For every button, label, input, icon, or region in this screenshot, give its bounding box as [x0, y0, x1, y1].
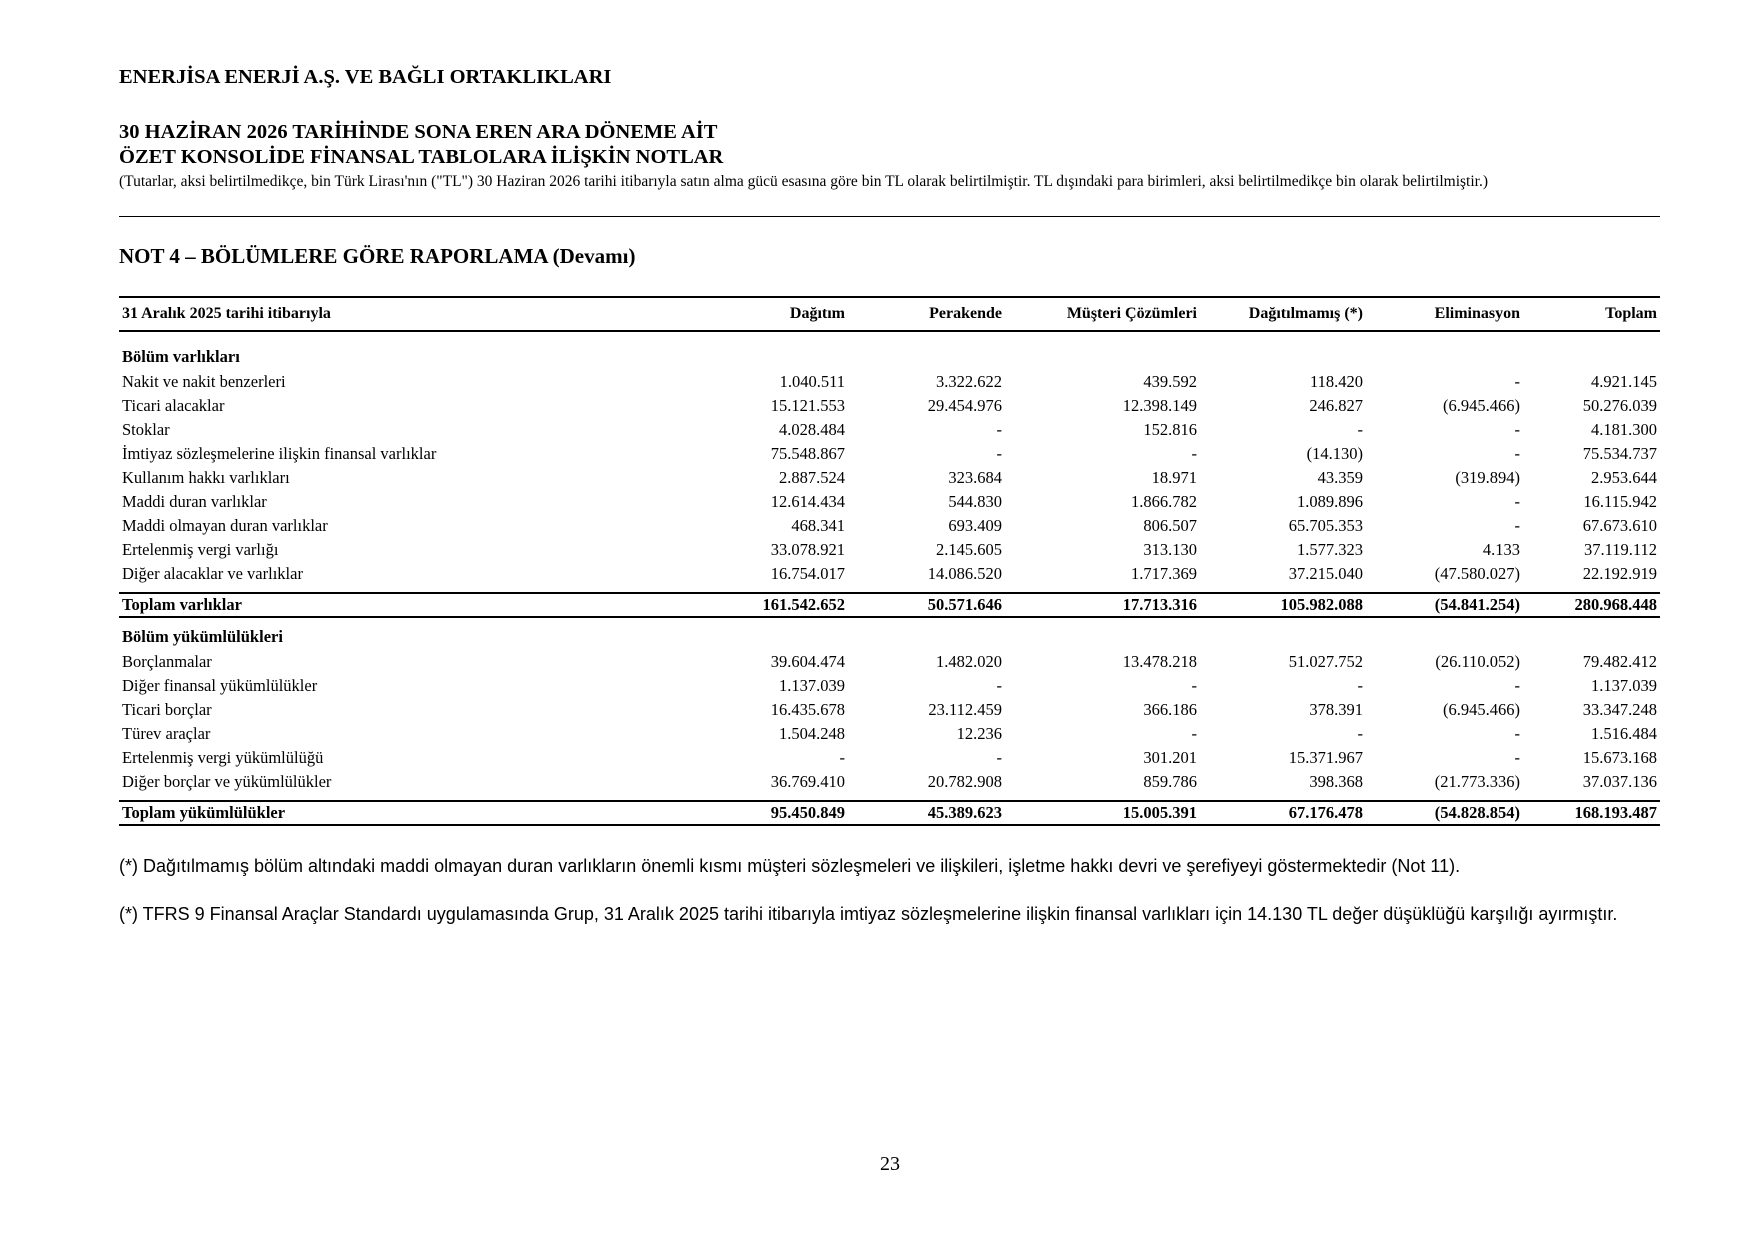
cell-value: 468.341	[791, 516, 845, 535]
cell-value: 37.215.040	[1288, 564, 1363, 583]
cell-value: (6.945.466)	[1443, 396, 1520, 415]
cell-value: 4.181.300	[1591, 420, 1657, 439]
row-label: Toplam varlıklar	[119, 593, 719, 617]
cell-value: -	[996, 420, 1002, 439]
cell-value: (54.841.254)	[1366, 593, 1523, 617]
spacer-row	[119, 586, 1660, 593]
cell-value: 4.921.145	[1591, 372, 1657, 391]
cell-value: 95.450.849	[719, 801, 848, 825]
assets-total-row	[119, 593, 1660, 617]
row-label: Toplam yükümlülükler	[119, 801, 719, 825]
row-label: Nakit ve nakit benzerleri	[122, 372, 286, 391]
cell-value: 1.577.323	[1297, 540, 1363, 559]
cell-value: 22.192.919	[1582, 564, 1657, 583]
section-label: Bölüm varlıkları	[122, 347, 240, 366]
cell-value: 51.027.752	[1288, 652, 1363, 671]
cell-value: 544.830	[948, 492, 1002, 511]
cell-value: (21.773.336)	[1434, 772, 1520, 791]
cell-value: 36.769.410	[770, 772, 845, 791]
cell-value: 23.112.459	[928, 700, 1002, 719]
table-row	[119, 674, 1660, 698]
cell-value: 323.684	[948, 468, 1002, 487]
table-row	[119, 746, 1660, 770]
cell-value: -	[996, 444, 1002, 463]
row-label: Ticari alacaklar	[122, 396, 225, 415]
cell-value: 13.478.218	[1122, 652, 1197, 671]
row-label: Ertelenmiş vergi yükümlülüğü	[122, 748, 324, 767]
table-row	[119, 394, 1660, 418]
spacer-row	[119, 331, 1660, 338]
cell-value: 693.409	[948, 516, 1002, 535]
col-header-retail: Perakende	[929, 305, 1002, 322]
cell-value: 1.089.896	[1297, 492, 1363, 511]
row-label: Maddi duran varlıklar	[122, 492, 267, 511]
cell-value: 65.705.353	[1288, 516, 1363, 535]
cell-value: 1.137.039	[779, 676, 845, 695]
cell-value: (6.945.466)	[1443, 700, 1520, 719]
cell-value: 15.371.967	[1288, 748, 1363, 767]
cell-value: 39.604.474	[770, 652, 845, 671]
cell-value: (47.580.027)	[1434, 564, 1520, 583]
row-label: Ertelenmiş vergi varlığı	[122, 540, 279, 559]
cell-value: 3.322.622	[936, 372, 1002, 391]
cell-value: -	[839, 748, 845, 767]
cell-value: -	[1514, 492, 1520, 511]
cell-value: 50.571.646	[848, 593, 1005, 617]
cell-value: 1.717.369	[1131, 564, 1197, 583]
table-row	[119, 722, 1660, 746]
units-note: (Tutarlar, aksi belirtilmedikçe, bin Türk Lirası'nın ("TL") 30 Haziran 2026 tarihi itibarıyla satın alma gücü esasına göre bin TL olarak belirtilmiştir. TL dışındaki para birimleri, aksi belirtilmedikçe bin olarak belirtilmiştir.)	[119, 173, 1489, 190]
cell-value: 2.145.605	[936, 540, 1002, 559]
cell-value: 14.086.520	[927, 564, 1002, 583]
cell-value: 16.435.678	[770, 700, 845, 719]
table-row	[119, 466, 1660, 490]
period-line-2: ÖZET KONSOLİDE FİNANSAL TABLOLARA İLİŞKİN NOTLAR	[119, 146, 724, 168]
table-row	[119, 770, 1660, 794]
cell-value: 859.786	[1143, 772, 1197, 791]
cell-value: -	[1514, 748, 1520, 767]
table-row	[119, 650, 1660, 674]
page-number: 23	[880, 1153, 900, 1175]
cell-value: -	[1514, 724, 1520, 743]
cell-value: 29.454.976	[927, 396, 1002, 415]
col-header-elimination: Eliminasyon	[1434, 305, 1520, 322]
spacer-row	[119, 794, 1660, 801]
cell-value: 246.827	[1309, 396, 1363, 415]
cell-value: 1.866.782	[1131, 492, 1197, 511]
footnote-1: (*) Dağıtılmamış bölüm altındaki maddi olmayan duran varlıkların önemli kısmı müşteri sözleşmeleri ve ilişkileri, işletme hakkı devri ve şerefiyeyi göstermektedir (Not 11).	[119, 856, 1461, 876]
cell-value: 4.133	[1482, 540, 1520, 559]
cell-value: 1.482.020	[936, 652, 1002, 671]
col-header-unallocated: Dağıtılmamış (*)	[1248, 305, 1363, 322]
cell-value: -	[1514, 676, 1520, 695]
footnote-2: (*) TFRS 9 Finansal Araçlar Standardı uygulamasında Grup, 31 Aralık 2025 tarihi itibarıyla imtiyaz sözleşmelerine ilişkin finansal varlıkları için 14.130 TL değer düşüklüğü karşılığı ayırmıştır.	[119, 904, 1618, 924]
cell-value: 1.504.248	[779, 724, 845, 743]
cell-value: 366.186	[1143, 700, 1197, 719]
row-label: Diğer finansal yükümlülükler	[122, 676, 318, 695]
cell-value: -	[1191, 676, 1197, 695]
header-divider	[119, 216, 1660, 217]
table-row	[119, 442, 1660, 466]
cell-value: -	[1357, 676, 1363, 695]
liabilities-total-row	[119, 801, 1660, 825]
cell-value: 378.391	[1309, 700, 1363, 719]
cell-value: 33.347.248	[1582, 700, 1657, 719]
table-row	[119, 418, 1660, 442]
table-row	[119, 490, 1660, 514]
cell-value: (14.130)	[1306, 444, 1363, 463]
cell-value: 75.548.867	[770, 444, 845, 463]
col-header-total: Toplam	[1605, 305, 1657, 322]
cell-value: 12.398.149	[1122, 396, 1197, 415]
col-header-distribution: Dağıtım	[789, 305, 845, 322]
cell-value: 15.005.391	[1005, 801, 1200, 825]
cell-value: -	[1357, 420, 1363, 439]
row-label: Borçlanmalar	[122, 652, 212, 671]
section-label: Bölüm yükümlülükleri	[122, 627, 283, 646]
liabilities-section-header	[119, 617, 1660, 650]
cell-value: 118.420	[1309, 372, 1363, 391]
cell-value: 301.201	[1143, 748, 1197, 767]
cell-value: -	[1191, 444, 1197, 463]
cell-value: 152.816	[1143, 420, 1197, 439]
cell-value: 43.359	[1317, 468, 1363, 487]
cell-value: 18.971	[1151, 468, 1197, 487]
cell-value: 37.037.136	[1582, 772, 1657, 791]
cell-value: 15.673.168	[1582, 748, 1657, 767]
col-header-customer-solutions: Müşteri Çözümleri	[1066, 305, 1197, 322]
cell-value: 806.507	[1143, 516, 1197, 535]
section-title: NOT 4 – BÖLÜMLERE GÖRE RAPORLAMA (Devamı)	[119, 244, 636, 268]
cell-value: 2.887.524	[779, 468, 845, 487]
cell-value: 16.115.942	[1583, 492, 1657, 511]
cell-value: 79.482.412	[1582, 652, 1657, 671]
table-row	[119, 562, 1660, 586]
table-row	[119, 370, 1660, 394]
report-period-title	[119, 120, 723, 170]
table-row	[119, 538, 1660, 562]
table-row	[119, 698, 1660, 722]
company-title: ENERJİSA ENERJİ A.Ş. VE BAĞLI ORTAKLIKLARI	[119, 66, 612, 88]
row-label: Kullanım hakkı varlıkları	[122, 468, 290, 487]
row-label: Ticari borçlar	[122, 700, 212, 719]
cell-value: 45.389.623	[848, 801, 1005, 825]
row-label: Diğer alacaklar ve varlıklar	[122, 564, 303, 583]
cell-value: -	[1357, 724, 1363, 743]
cell-value: 33.078.921	[770, 540, 845, 559]
cell-value: 398.368	[1309, 772, 1363, 791]
segment-reporting-table	[119, 296, 1660, 826]
cell-value: 313.130	[1143, 540, 1197, 559]
cell-value: (54.828.854)	[1366, 801, 1523, 825]
assets-section-header	[119, 338, 1660, 370]
row-label: İmtiyaz sözleşmelerine ilişkin finansal varlıklar	[122, 444, 437, 463]
period-line-1: 30 HAZİRAN 2026 TARİHİNDE SONA EREN ARA DÖNEME AİT	[119, 121, 718, 143]
cell-value: 2.953.644	[1591, 468, 1657, 487]
cell-value: 4.028.484	[779, 420, 845, 439]
row-label: Diğer borçlar ve yükümlülükler	[122, 772, 332, 791]
cell-value: -	[1514, 516, 1520, 535]
cell-value: 168.193.487	[1523, 801, 1660, 825]
cell-value: 17.713.316	[1005, 593, 1200, 617]
cell-value: 20.782.908	[927, 772, 1002, 791]
cell-value: -	[1514, 372, 1520, 391]
cell-value: 1.516.484	[1591, 724, 1657, 743]
cell-value: -	[996, 676, 1002, 695]
table-header-row	[119, 297, 1660, 331]
cell-value: 1.137.039	[1591, 676, 1657, 695]
row-label: Maddi olmayan duran varlıklar	[122, 516, 328, 535]
cell-value: 67.673.610	[1582, 516, 1657, 535]
table-row	[119, 514, 1660, 538]
cell-value: -	[1191, 724, 1197, 743]
cell-value: -	[1514, 444, 1520, 463]
cell-value: 1.040.511	[779, 372, 845, 391]
cell-value: -	[996, 748, 1002, 767]
cell-value: 37.119.112	[1583, 540, 1657, 559]
cell-value: 439.592	[1143, 372, 1197, 391]
row-label: Stoklar	[122, 420, 170, 439]
cell-value: 16.754.017	[770, 564, 845, 583]
cell-value: 12.236	[956, 724, 1002, 743]
cell-value: -	[1514, 420, 1520, 439]
cell-value: 75.534.737	[1582, 444, 1657, 463]
row-label: Türev araçlar	[122, 724, 211, 743]
cell-value: 12.614.434	[770, 492, 845, 511]
cell-value: 161.542.652	[719, 593, 848, 617]
cell-value: (26.110.052)	[1435, 652, 1520, 671]
cell-value: 105.982.088	[1200, 593, 1366, 617]
cell-value: 50.276.039	[1582, 396, 1657, 415]
col-header-date: 31 Aralık 2025 tarihi itibarıyla	[122, 305, 331, 322]
cell-value: 280.968.448	[1523, 593, 1660, 617]
cell-value: (319.894)	[1455, 468, 1520, 487]
cell-value: 67.176.478	[1200, 801, 1366, 825]
cell-value: 15.121.553	[770, 396, 845, 415]
